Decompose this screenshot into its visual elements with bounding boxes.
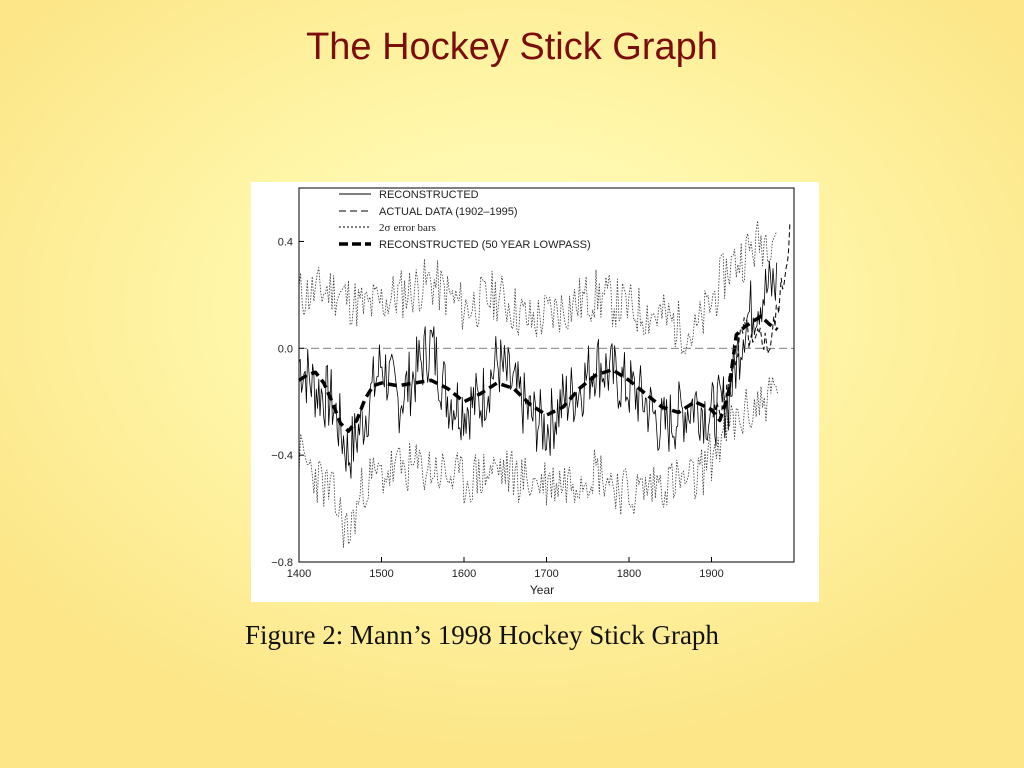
- x-tick-label: 1600: [451, 568, 477, 580]
- svg-text:2σerror bars: [379, 222, 436, 234]
- legend-label-errorbars: error bars: [393, 222, 436, 234]
- x-axis-title: Year: [529, 583, 555, 597]
- figure-caption: Figure 2: Mann’s 1998 Hockey Stick Graph: [245, 620, 719, 650]
- y-tick-label: −0.8: [271, 557, 293, 569]
- x-tick-label: 1800: [616, 568, 642, 580]
- x-tick-label: 1400: [286, 568, 312, 580]
- legend-label-actual: ACTUAL DATA (1902–1995): [379, 206, 518, 218]
- y-tick-label: 0.0: [277, 343, 293, 356]
- chart-canvas: [251, 182, 819, 602]
- legend-label-errorbars-prefix: 2σ: [379, 222, 391, 234]
- x-tick-label: 1700: [534, 568, 559, 580]
- x-tick-label: 1500: [369, 568, 394, 580]
- legend-label-lowpass: RECONSTRUCTED (50 YEAR LOWPASS): [379, 239, 591, 251]
- y-tick-label: 0.4: [277, 236, 293, 249]
- x-tick-label: 1900: [699, 568, 724, 580]
- legend: [339, 189, 591, 251]
- y-tick-label: −0.4: [271, 450, 293, 463]
- hockey-stick-chart: [251, 182, 819, 602]
- legend-label-reconstructed: RECONSTRUCTED: [379, 189, 479, 201]
- lowpass-line: [299, 316, 778, 431]
- slide-title: The Hockey Stick Graph: [306, 26, 718, 68]
- lowpass-series-line: [299, 316, 778, 431]
- error-bar-lower-line: [299, 377, 778, 547]
